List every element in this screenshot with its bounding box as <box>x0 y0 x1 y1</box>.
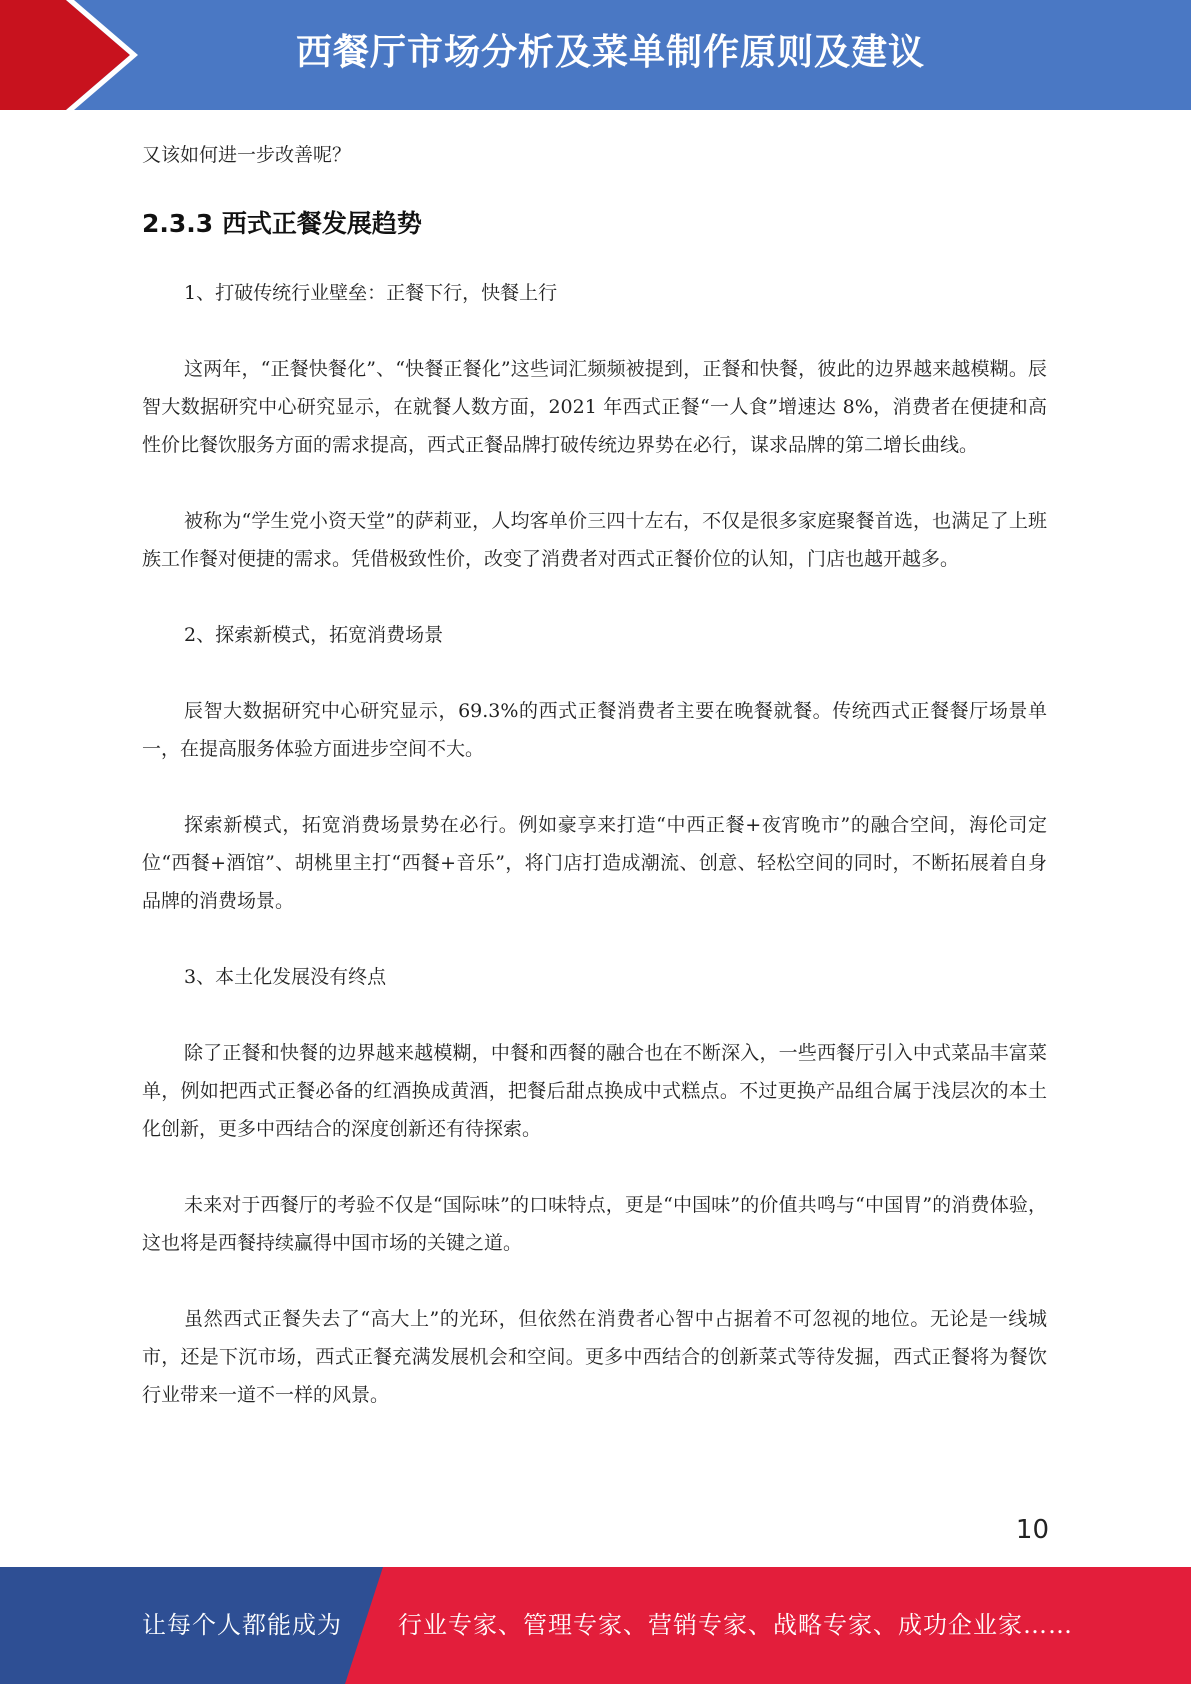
paragraph-4: 探索新模式，拓宽消费场景势在必行。例如豪享来打造“中西正餐+夜宵晚市”的融合空间，海伦司定位“西餐+酒馆”、胡桃里主打“西餐+音乐”，将门店打造成潮流、创意、轻松空间的同时，不断拓展着自身品牌的消费场景。 <box>142 814 1047 912</box>
paragraph-1: 这两年，“正餐快餐化”、“快餐正餐化”这些词汇频频被提到，正餐和快餐，彼此的边界越来越模糊。辰智大数据研究中心研究显示，在就餐人数方面，2021 年西式正餐“一人食”增速达 8%，消费者在便捷和高性价比餐饮服务方面的需求提高，西式正餐品牌打破传统边界势在必行，谋求品牌的第二增长曲线。 <box>142 358 1047 456</box>
paragraph-3: 辰智大数据研究中心研究显示，69.3%的西式正餐消费者主要在晚餐就餐。传统西式正餐餐厅场景单一，在提高服务体验方面进步空间不大。 <box>142 700 1047 760</box>
paragraph-7: 虽然西式正餐失去了“高大上”的光环，但依然在消费者心智中占据着不可忽视的地位。无论是一线城市，还是下沉市场，西式正餐充满发展机会和空间。更多中西结合的创新菜式等待发掘，西式正餐将为餐饮行业带来一道不一样的风景。 <box>142 1308 1047 1406</box>
paragraph-2: 被称为“学生党小资天堂”的萨莉亚，人均客单价三四十左右，不仅是很多家庭聚餐首选，也满足了上班族工作餐对便捷的需求。凭借极致性价，改变了消费者对西式正餐价位的认知，门店也越开越多。 <box>142 510 1047 570</box>
subheading-1: 1、打破传统行业壁垒：正餐下行，快餐上行 <box>184 282 558 304</box>
footer-slogan-left: 让每个人都能成为 <box>142 1611 342 1639</box>
document-body <box>142 136 1047 1414</box>
footer-slogan-right: 行业专家、管理专家、营销专家、战略专家、成功企业家…… <box>398 1611 1073 1639</box>
subheading-3: 3、本土化发展没有终点 <box>184 966 387 988</box>
section-heading: 2.3.3 西式正餐发展趋势 <box>142 209 422 238</box>
footer-band <box>0 1567 1191 1684</box>
subheading-2: 2、探索新模式，拓宽消费场景 <box>184 624 444 646</box>
chevron-arrow-icon <box>0 0 150 110</box>
intro-line: 又该如何进一步改善呢？ <box>142 144 352 166</box>
paragraph-6: 未来对于西餐厅的考验不仅是“国际味”的口味特点，更是“中国味”的价值共鸣与“中国胃”的消费体验，这也将是西餐持续赢得中国市场的关键之道。 <box>142 1194 1047 1254</box>
page-number: 10 <box>1015 1515 1049 1545</box>
document-title: 西餐厅市场分析及菜单制作原则及建议 <box>295 32 925 73</box>
paragraph-5: 除了正餐和快餐的边界越来越模糊，中餐和西餐的融合也在不断深入，一些西餐厅引入中式菜品丰富菜单，例如把西式正餐必备的红酒换成黄酒，把餐后甜点换成中式糕点。不过更换产品组合属于浅层次的本土化创新，更多中西结合的深度创新还有待探索。 <box>142 1042 1047 1140</box>
header-banner <box>0 0 1191 110</box>
